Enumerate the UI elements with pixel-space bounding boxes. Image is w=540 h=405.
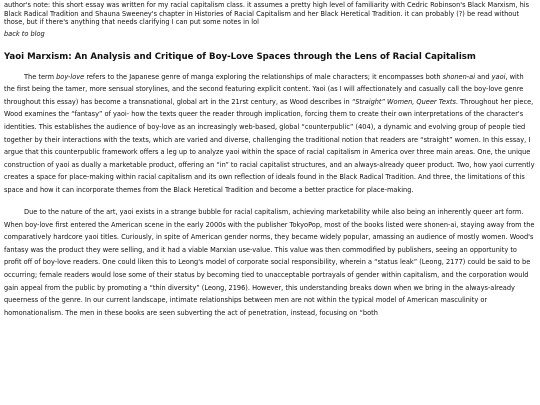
article-title: Yaoi Marxism: An Analysis and Critique of Boy-Love Spaces through the Lens of Racial Capitalism: [4, 51, 476, 62]
term-yaoi: yaoi: [491, 72, 506, 81]
author-note: author's note: this short essay was written for my racial capitalism class. it assumes a pretty high level of familiarity with Cedric Robinson's Black Marxism, his Black Radical Tradition and Shauna Sweeney's chapter in Histories of Racial Capitalism and her Black Heretical Tradition. it can probably (?) be read without those, but if there's anything that needs clarifying I can put some notes in lol: [4, 1, 530, 27]
paragraph-1: The term boy-love refers to the Japanese genre of manga exploring the relationships of male characters; it encompasses both shonen-ai and yaoi, with the first being the tamer, more sensual storylines, and the second featuring explicit content. Yaoi (as I will affectionately and casually call the boy-love genre throughout this essay) has become a transnational, global art in the 21rst century, as Wood describes in “Straight” Women, Queer Texts. Throughout her piece, Wood examines the “fantasy” of yaoi- how the texts queer the reader through implication, forcing them to create their own interpretations of the character's identities. This establishes the audience of boy-love as an increasingly web-based, global “counterpublic” (404), a dynamic and evolving group of people tied together by their interactions with the texts, which are varied and diverse, challenging the traditional notion that readers are “straight” women. In this essay, I argue that this counterpublic framework offers a leg up to analyze yaoi within the space of racial capitalism in America over three main areas. One, the unique construction of yaoi as dually a marketable product, offering an “in” to racial capitalist structures, and an always-already queer product. Two, how yaoi currently creates a space for place-making within racial capitalism and its own reflection of ideals found in the Black Radical Tradition. And three, the limitations of this space and how it can incorporate themes from the Black Heretical Tradition and become a better practice for place-making.: [4, 72, 535, 194]
term-shonen-ai: shonen-ai: [442, 72, 476, 81]
cited-book-title: “Straight” Women, Queer Texts: [351, 97, 456, 106]
term-boy-love: boy-love: [56, 72, 85, 81]
back-to-blog-link[interactable]: back to blog: [4, 29, 45, 38]
paragraph-2: Due to the nature of the art, yaoi exists in a strange bubble for racial capitalism, achieving marketability while also being an inherently queer art form. When boy-love first entered the American scene in the early 2000s with the publisher TokyoPop, most of the books listed were shonen-ai, staying away from the comparatively hardcore yaoi titles. Curiously, in spite of American gender norms, they became widely popular, amassing an audience of mostly women. Wood's fantasy was the product they were selling, and it had a viable Marxian use-value. This value was then commodified by publishers, seeing an opportunity to profit off of boy-love readers. One could liken this to Leong's model of corporate social responsibility, wherein a “status leak” (Leong, 2177) could be said to be occurring; female readers would lose some of their status by becoming tied to unacceptable portrayals of gender within capitalism, and the corporation would gain appeal from the public by promoting a “thin diversity” (Leong, 2196). However, this understanding breaks down when we bring in the always-already queerness of the genre. In our current landscape, intimate relationships between men are not within the typical model of American masculinity or homonationalism. The men in these books are seen subverting the act of penetration, instead, focusing on “both: [4, 208, 535, 317]
